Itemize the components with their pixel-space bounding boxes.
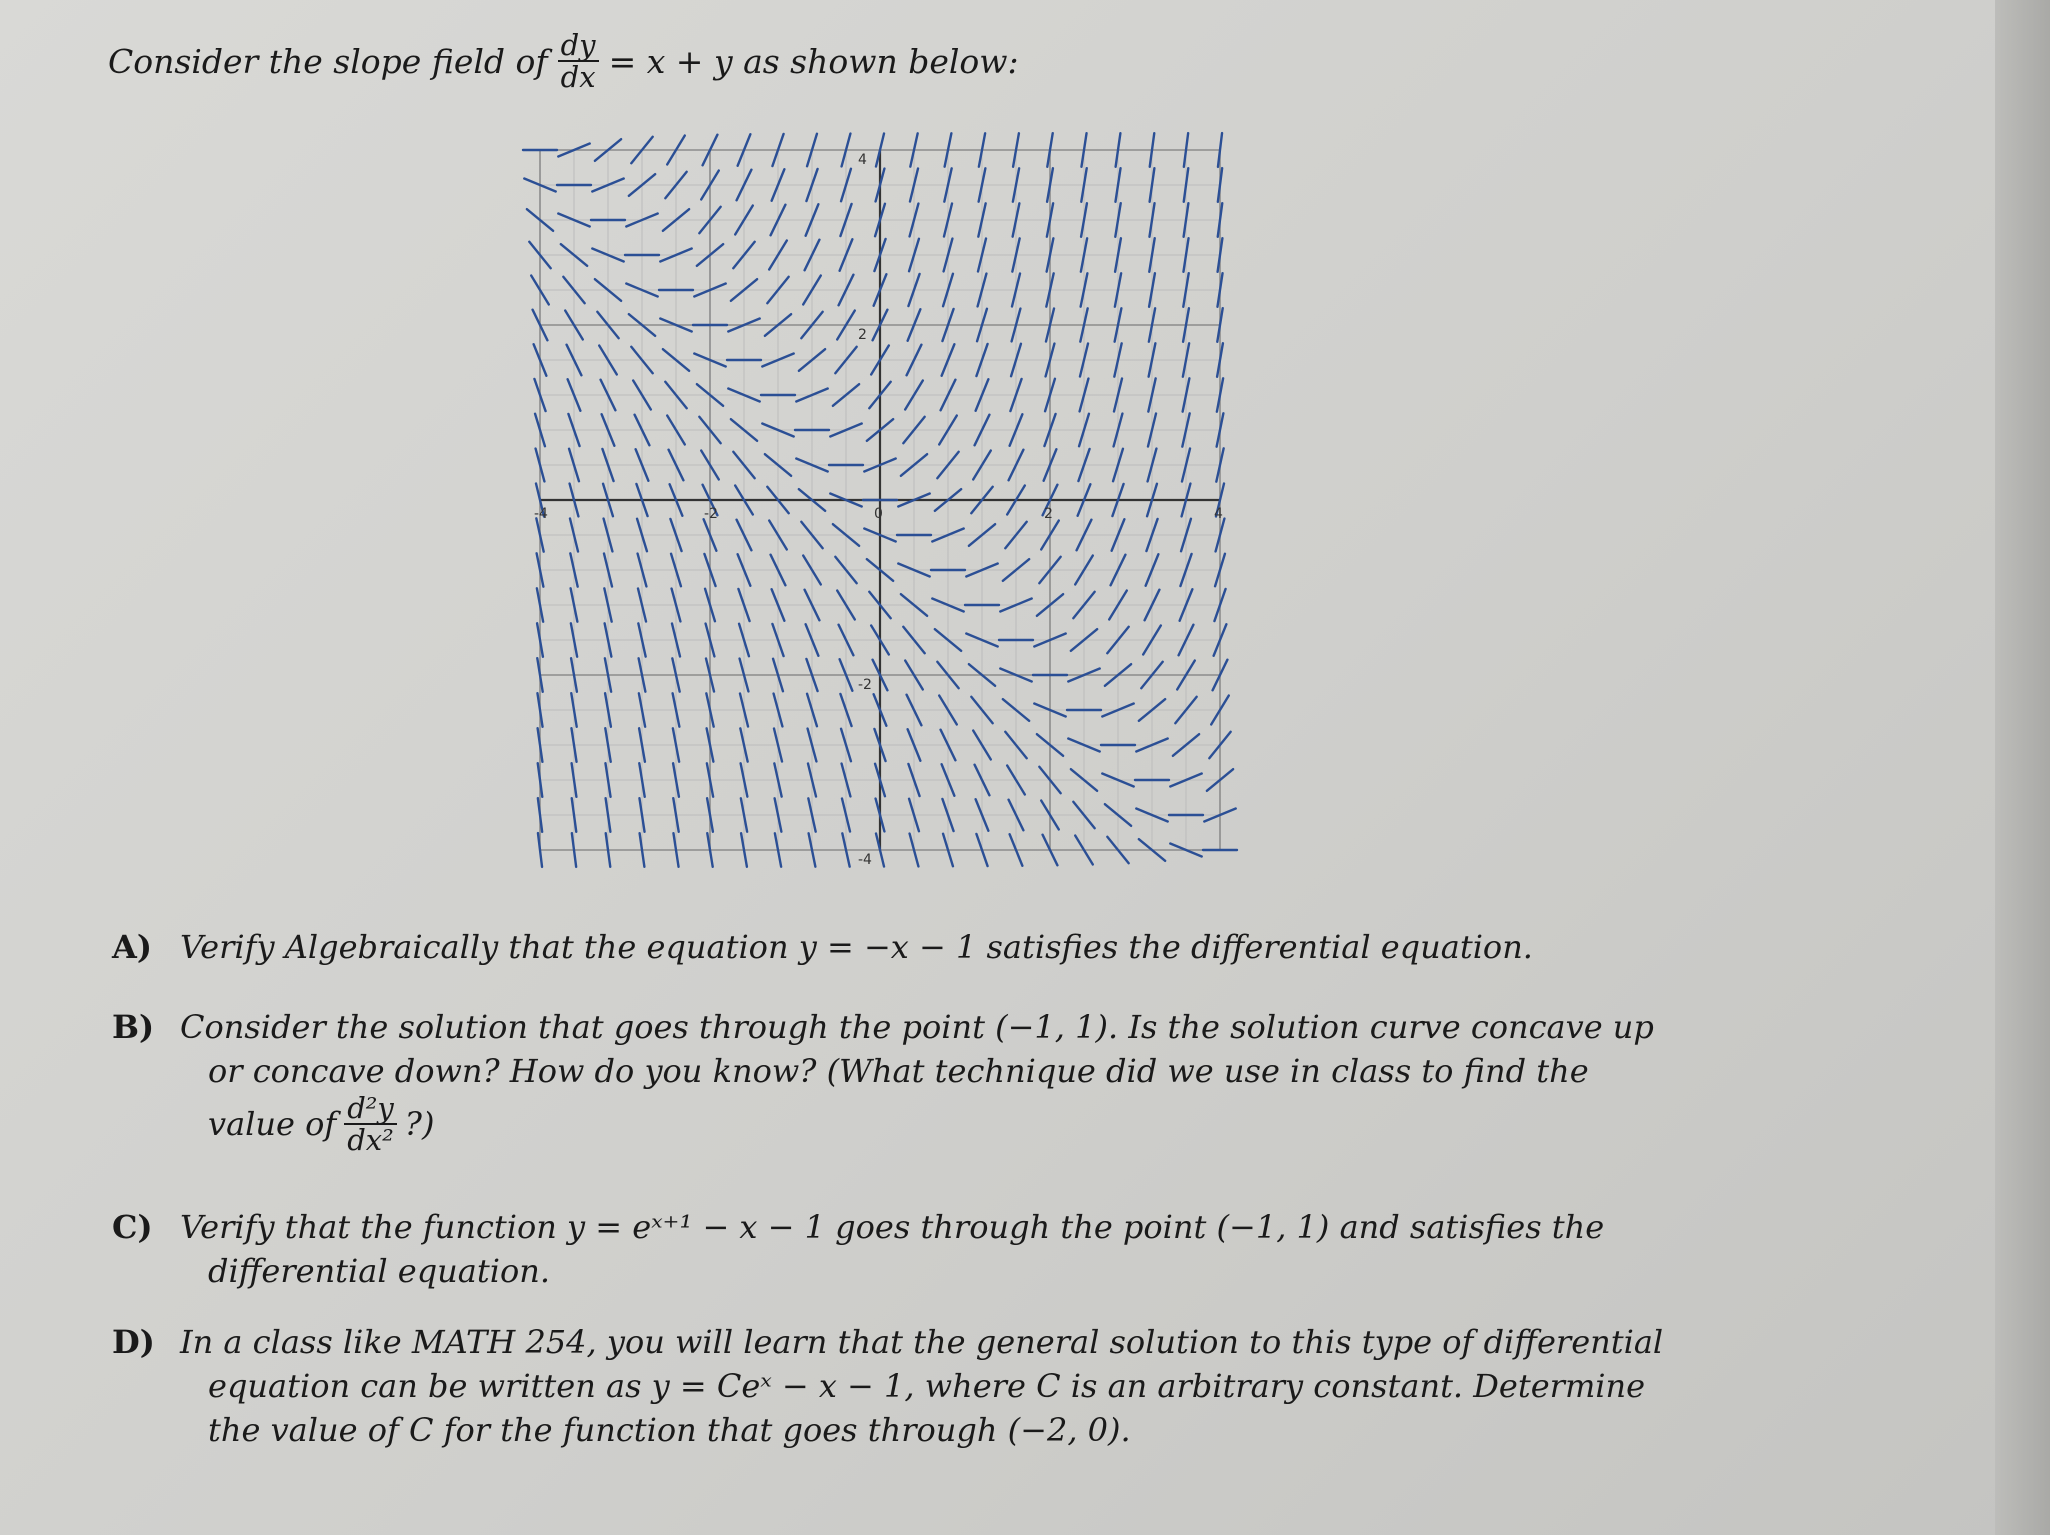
x-tick-label: -4 [534, 506, 548, 522]
intro-suffix: = x + y as shown below: [608, 41, 1019, 81]
fraction-numerator: dy [558, 30, 599, 62]
question-d-line1: In a class like MATH 254, you will learn that the general solution to this type of differential [180, 1323, 1664, 1361]
question-a [112, 925, 1672, 969]
question-c-line1: Verify that the function y = eˣ⁺¹ − x − 1 goes through the point (−1, 1) and satisfies the [180, 1208, 1605, 1246]
y-tick-label: 4 [858, 152, 867, 168]
question-b-line1: Consider the solution that goes through the point (−1, 1). Is the solution curve concave up [180, 1008, 1654, 1046]
x-tick-label: 0 [874, 506, 883, 522]
x-tick-label: -2 [704, 506, 718, 522]
second-derivative-fraction [344, 1093, 397, 1156]
question-a-letter: A) [112, 928, 152, 966]
x-tick-label: 4 [1214, 506, 1223, 522]
question-d-line3: the value of C for the function that goes through (−2, 0). [208, 1411, 1131, 1449]
question-d-letter: D) [112, 1323, 155, 1361]
intro-sentence [108, 30, 1019, 93]
question-b-line3-suffix: ?) [404, 1105, 435, 1144]
y-tick-label: 2 [858, 327, 867, 343]
question-a-text: Verify Algebraically that the equation y = −x − 1 satisfies the differential equation. [180, 928, 1533, 966]
y-tick-label: -4 [858, 852, 872, 868]
question-b-line3-prefix: value of [208, 1105, 337, 1144]
x-tick-label: 2 [1044, 506, 1053, 522]
second-derivative-denominator: dx² [347, 1123, 394, 1158]
question-c-letter: C) [112, 1208, 153, 1246]
question-c [112, 1205, 1672, 1293]
question-c-line2: differential equation. [208, 1252, 550, 1290]
question-d [112, 1320, 1672, 1452]
derivative-fraction [558, 30, 599, 93]
question-b [112, 1005, 1672, 1156]
page-edge-shadow [1995, 0, 2050, 1535]
slope-field-chart [520, 130, 1240, 880]
fraction-denominator: dx [560, 60, 596, 95]
question-b-letter: B) [112, 1008, 155, 1046]
intro-prefix: Consider the slope field of [108, 41, 548, 81]
question-b-line3 [112, 1093, 1672, 1156]
question-b-line2: or concave down? How do you know? (What technique did we use in class to find the [208, 1052, 1589, 1090]
second-derivative-numerator: d²y [344, 1093, 397, 1125]
question-d-line2: equation can be written as y = Ceˣ − x − 1, where C is an arbitrary constant. Determine [208, 1367, 1646, 1405]
y-tick-label: -2 [858, 677, 872, 693]
